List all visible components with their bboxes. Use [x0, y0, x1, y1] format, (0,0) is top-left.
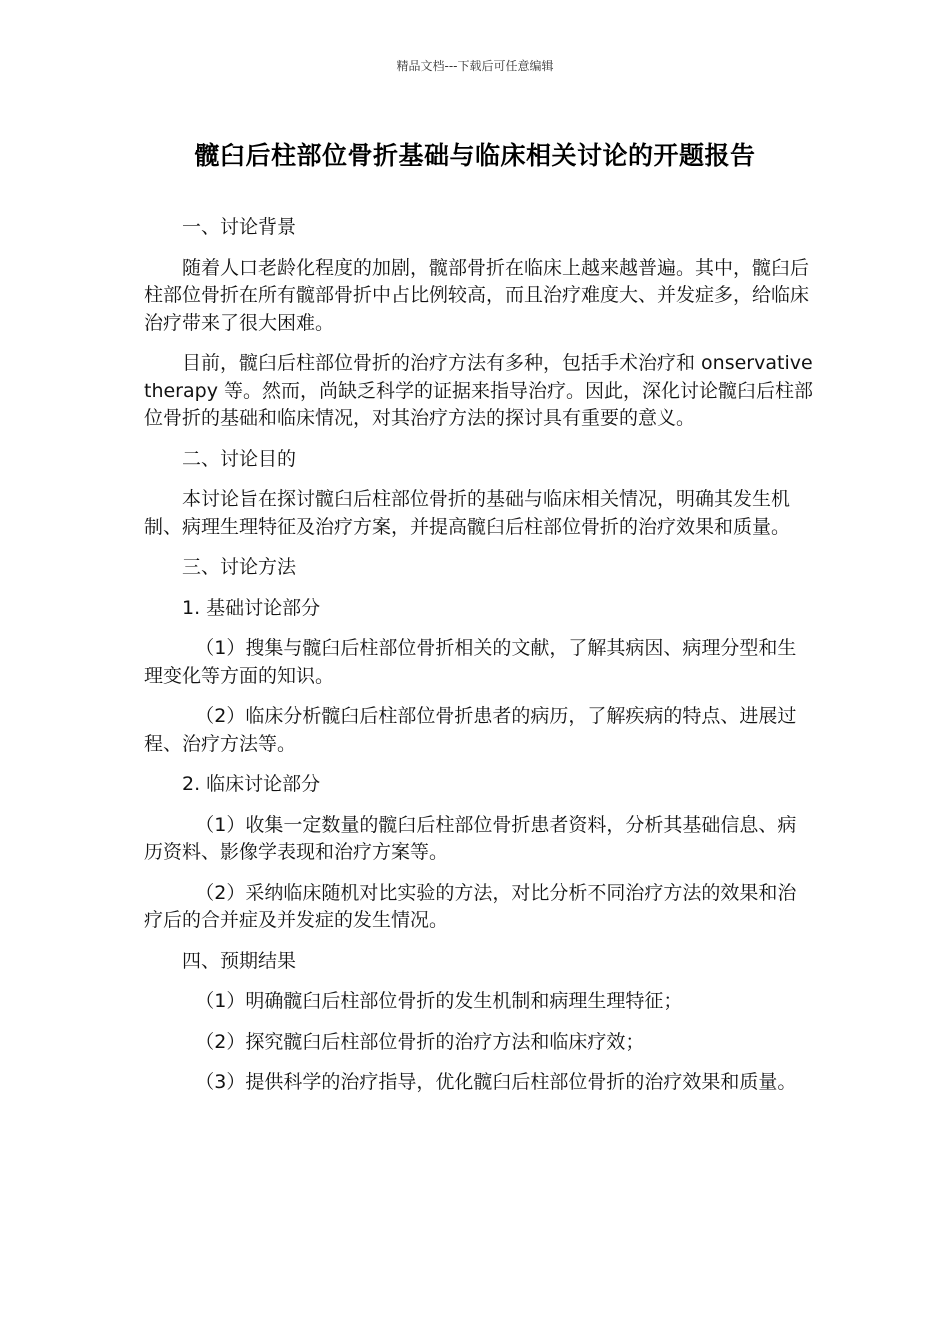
paragraph-background-2: 目前，髋臼后柱部位骨折的治疗方法有多种，包括手术治疗和 onservative therapy 等。然而，尚缺乏科学的证据来指导治疗。因此，深化讨论髋臼后柱部位骨折的基础和临床情况，对其治疗方法的探讨具有重要的意义。	[144, 352, 813, 429]
section-heading-expected-results: 四、预期结果	[182, 949, 297, 972]
document-title: 髋臼后柱部位骨折基础与临床相关讨论的开题报告	[194, 141, 756, 170]
paragraph-background-1: 随着人口老龄化程度的加剧，髋部骨折在临床上越来越普遍。其中，髋臼后柱部位骨折在所有髋部骨折中占比例较高，而且治疗难度大、并发症多，给临床治疗带来了很大困难。	[144, 256, 810, 334]
section-heading-method: 三、讨论方法	[182, 556, 297, 578]
list-item-result-2: （2）探究髋臼后柱部位骨折的治疗方法和临床疗效；	[195, 1030, 645, 1053]
list-item-result-1: （1）明确髋臼后柱部位骨折的发生机制和病理生理特征；	[195, 990, 683, 1012]
list-item-result-3: （3）提供科学的治疗指导，优化髋臼后柱部位骨折的治疗效果和质量。	[195, 1071, 797, 1093]
subheading-clinical-research: 2. 临床讨论部分	[182, 773, 321, 795]
paragraph-purpose: 本讨论旨在探讨髋臼后柱部位骨折的基础与临床相关情况，明确其发生机制、病理生理特征及治疗方案，并提高髋臼后柱部位骨折的治疗效果和质量。	[144, 488, 791, 538]
subheading-basic-research: 1. 基础讨论部分	[182, 596, 321, 619]
list-item-basic-1: （1）搜集与髋臼后柱部位骨折相关的文献，了解其病因、病理分型和生理变化等方面的知识。	[144, 637, 797, 687]
list-item-clinical-2: （2）采纳临床随机对比实验的方法，对比分析不同治疗方法的效果和治疗后的合并症及并发症的发生情况。	[144, 881, 797, 931]
document-body	[144, 214, 814, 1110]
header-note: 精品文档---下载后可任意编辑	[396, 59, 554, 73]
section-heading-background: 一、讨论背景	[182, 216, 297, 238]
section-heading-purpose: 二、讨论目的	[182, 447, 297, 470]
list-item-basic-2: （2）临床分析髋臼后柱部位骨折患者的病历，了解疾病的特点、进展过程、治疗方法等。	[144, 705, 797, 755]
list-item-clinical-1: （1）收集一定数量的髋臼后柱部位骨折患者资料，分析其基础信息、病历资料、影像学表现和治疗方案等。	[144, 813, 797, 863]
